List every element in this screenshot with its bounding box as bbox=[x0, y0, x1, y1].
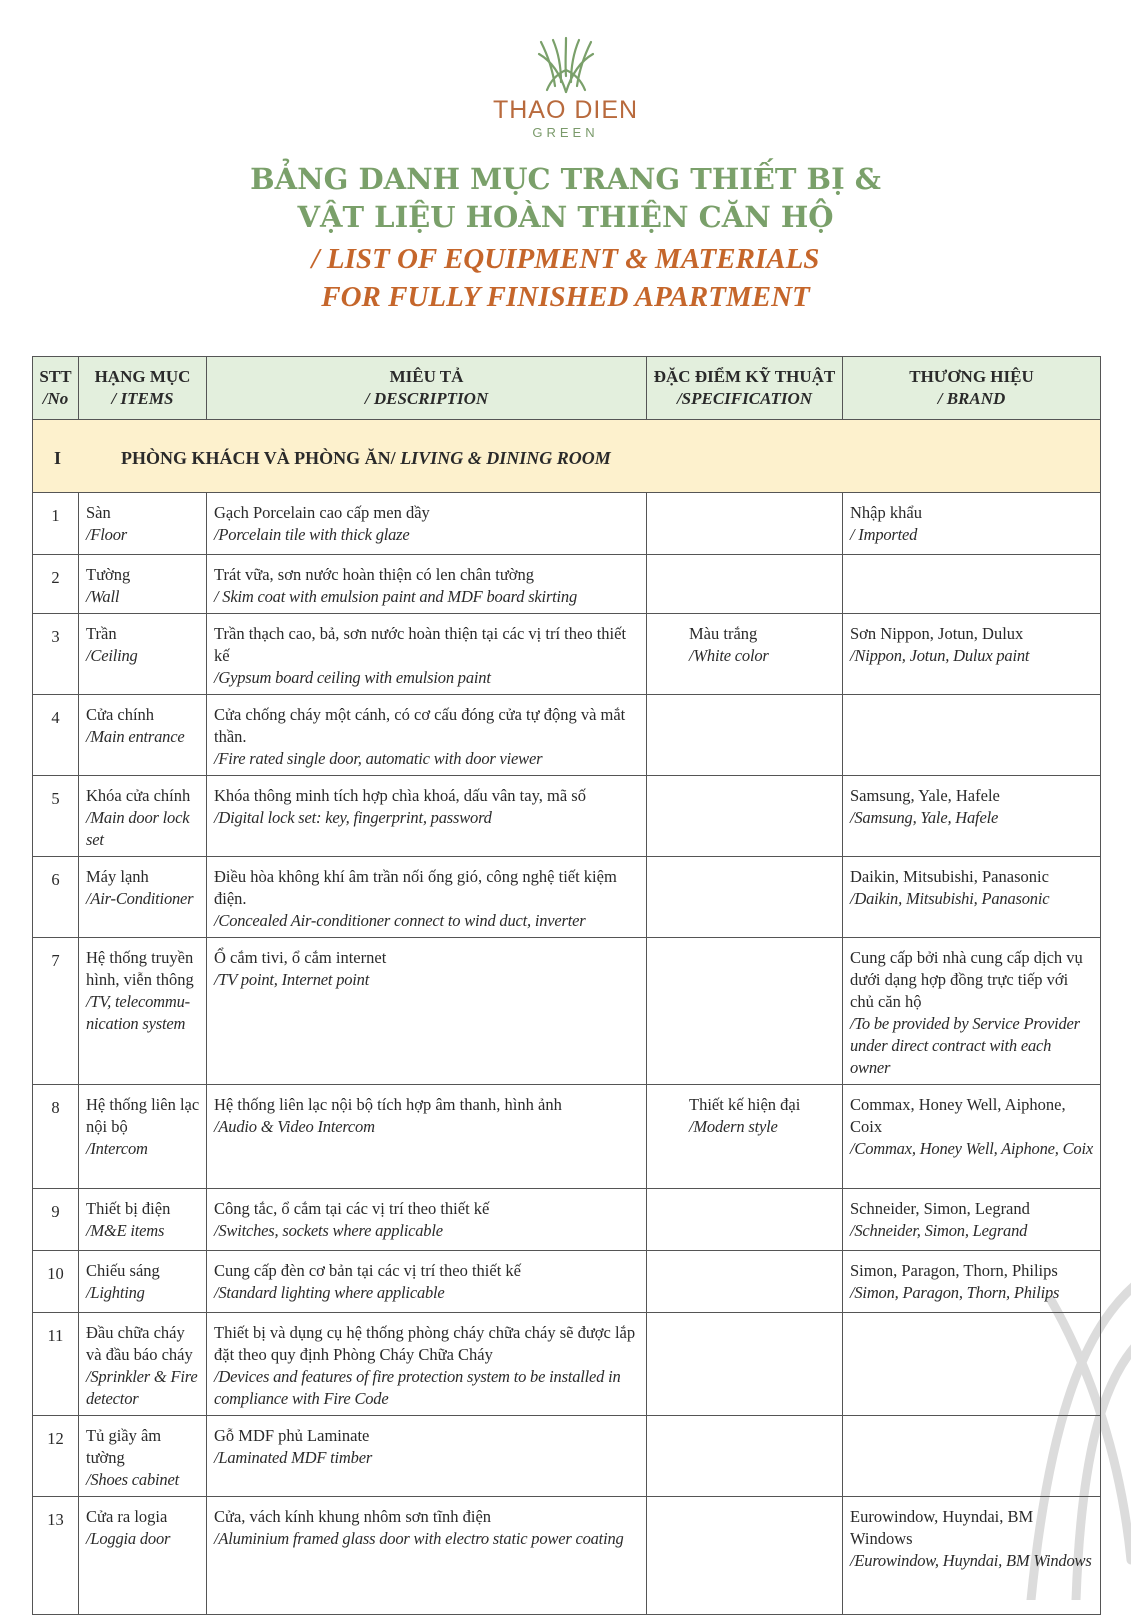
description-cell: Trần thạch cao, bả, sơn nước hoàn thiện tại các vị trí theo thiết kế /Gypsum board ceiling with emulsion paint bbox=[207, 614, 647, 695]
description-cell: Trát vữa, sơn nước hoàn thiện có len chân tường / Skim coat with emulsion paint and MDF board skirting bbox=[207, 555, 647, 614]
brand-logo bbox=[0, 36, 1131, 140]
item-cell: Cửa chính /Main entrance bbox=[79, 695, 207, 776]
table-row bbox=[33, 1497, 1101, 1615]
table-header-row bbox=[33, 357, 1101, 420]
header-specification: ĐẶC ĐIỂM KỸ THUẬT /SPECIFICATION bbox=[647, 357, 843, 420]
brand-cell bbox=[843, 1416, 1101, 1497]
item-cell: Chiếu sáng /Lighting bbox=[79, 1251, 207, 1313]
table-row bbox=[33, 493, 1101, 555]
table-row bbox=[33, 1416, 1101, 1497]
row-number: 3 bbox=[33, 614, 79, 695]
item-cell: Khóa cửa chính /Main door lock set bbox=[79, 776, 207, 857]
brand-cell: Cung cấp bởi nhà cung cấp dịch vụ dưới dạng hợp đồng trực tiếp với chủ căn hộ /To be provided by Service Provider under direct contract with each owner bbox=[843, 938, 1101, 1085]
item-cell: Đầu chữa cháy và đầu báo cháy /Sprinkler & Fire detector bbox=[79, 1313, 207, 1416]
table-row bbox=[33, 1251, 1101, 1313]
table-row bbox=[33, 776, 1101, 857]
section-title: I PHÒNG KHÁCH VÀ PHÒNG ĂN/ LIVING & DINING ROOM bbox=[33, 420, 1101, 493]
header-description: MIÊU TẢ / DESCRIPTION bbox=[207, 357, 647, 420]
row-number: 5 bbox=[33, 776, 79, 857]
specification-cell bbox=[647, 1497, 843, 1615]
title-vi-line2: VẬT LIỆU HOÀN THIỆN CĂN HỘ bbox=[297, 200, 834, 234]
section-row bbox=[33, 420, 1101, 493]
description-cell: Cửa chống cháy một cánh, có cơ cấu đóng cửa tự động và mắt thần. /Fire rated single door, automatic with door viewer bbox=[207, 695, 647, 776]
description-cell: Công tắc, ổ cắm tại các vị trí theo thiết kế /Switches, sockets where applicable bbox=[207, 1189, 647, 1251]
specification-cell bbox=[647, 493, 843, 555]
header-no: STT /No bbox=[33, 357, 79, 420]
specification-cell: Thiết kế hiện đại /Modern style bbox=[647, 1085, 843, 1189]
description-cell: Hệ thống liên lạc nội bộ tích hợp âm thanh, hình ảnh /Audio & Video Intercom bbox=[207, 1085, 647, 1189]
specification-cell bbox=[647, 857, 843, 938]
specification-cell bbox=[647, 1416, 843, 1497]
row-number: 8 bbox=[33, 1085, 79, 1189]
row-number: 6 bbox=[33, 857, 79, 938]
equipment-table bbox=[32, 356, 1101, 1615]
table-row bbox=[33, 857, 1101, 938]
item-cell: Hệ thống truyền hình, viễn thông /TV, telecommu-nication system bbox=[79, 938, 207, 1085]
specification-cell bbox=[647, 776, 843, 857]
specification-cell bbox=[647, 695, 843, 776]
table-row bbox=[33, 695, 1101, 776]
description-cell: Điều hòa không khí âm trần nối ống gió, công nghệ tiết kiệm điện. /Concealed Air-conditioner connect to wind duct, inverter bbox=[207, 857, 647, 938]
row-number: 7 bbox=[33, 938, 79, 1085]
specification-cell bbox=[647, 1313, 843, 1416]
leaf-logo-icon bbox=[531, 36, 601, 94]
brand-cell: Daikin, Mitsubishi, Panasonic /Daikin, Mitsubishi, Panasonic bbox=[843, 857, 1101, 938]
row-number: 9 bbox=[33, 1189, 79, 1251]
description-cell: Gỗ MDF phủ Laminate /Laminated MDF timber bbox=[207, 1416, 647, 1497]
item-cell: Cửa ra logia /Loggia door bbox=[79, 1497, 207, 1615]
row-number: 10 bbox=[33, 1251, 79, 1313]
table-row bbox=[33, 938, 1101, 1085]
row-number: 2 bbox=[33, 555, 79, 614]
row-number: 11 bbox=[33, 1313, 79, 1416]
item-cell: Tủ giầy âm tường /Shoes cabinet bbox=[79, 1416, 207, 1497]
description-cell: Gạch Porcelain cao cấp men dầy /Porcelain tile with thick glaze bbox=[207, 493, 647, 555]
brand-cell: Schneider, Simon, Legrand /Schneider, Simon, Legrand bbox=[843, 1189, 1101, 1251]
specification-cell bbox=[647, 555, 843, 614]
brand-subtitle: GREEN bbox=[532, 125, 599, 140]
brand-cell: Commax, Honey Well, Aiphone, Coix /Commax, Honey Well, Aiphone, Coix bbox=[843, 1085, 1101, 1189]
item-cell: Máy lạnh /Air-Conditioner bbox=[79, 857, 207, 938]
specification-cell bbox=[647, 1251, 843, 1313]
table-row bbox=[33, 1085, 1101, 1189]
item-cell: Trần /Ceiling bbox=[79, 614, 207, 695]
row-number: 1 bbox=[33, 493, 79, 555]
brand-cell bbox=[843, 695, 1101, 776]
header-brand: THƯƠNG HIỆU / BRAND bbox=[843, 357, 1101, 420]
brand-name: THAO DIEN bbox=[492, 96, 639, 124]
title-vi-line1: BẢNG DANH MỤC TRANG THIẾT BỊ & bbox=[250, 162, 881, 196]
brand-cell: Eurowindow, Huyndai, BM Windows /Eurowindow, Huyndai, BM Windows bbox=[843, 1497, 1101, 1615]
specification-cell bbox=[647, 1189, 843, 1251]
title-en-line2: FOR FULLY FINISHED APARTMENT bbox=[321, 281, 810, 313]
description-cell: Khóa thông minh tích hợp chìa khoá, dấu vân tay, mã số /Digital lock set: key, fingerprint, password bbox=[207, 776, 647, 857]
specification-cell bbox=[647, 938, 843, 1085]
brand-cell: Nhập khẩu / Imported bbox=[843, 493, 1101, 555]
row-number: 12 bbox=[33, 1416, 79, 1497]
row-number: 13 bbox=[33, 1497, 79, 1615]
title-en-line1: / LIST OF EQUIPMENT & MATERIALS bbox=[311, 243, 820, 275]
table-row bbox=[33, 555, 1101, 614]
brand-cell: Sơn Nippon, Jotun, Dulux /Nippon, Jotun, Dulux paint bbox=[843, 614, 1101, 695]
item-cell: Hệ thống liên lạc nội bộ /Intercom bbox=[79, 1085, 207, 1189]
table-row bbox=[33, 1313, 1101, 1416]
brand-cell bbox=[843, 555, 1101, 614]
brand-cell: Samsung, Yale, Hafele /Samsung, Yale, Hafele bbox=[843, 776, 1101, 857]
brand-cell bbox=[843, 1313, 1101, 1416]
item-cell: Tường /Wall bbox=[79, 555, 207, 614]
description-cell: Ổ cắm tivi, ổ cắm internet /TV point, Internet point bbox=[207, 938, 647, 1085]
description-cell: Thiết bị và dụng cụ hệ thống phòng cháy chữa cháy sẽ được lắp đặt theo quy định Phòng Cháy Chữa Cháy /Devices and features of fire protection system to be installed in compliance with Fire Code bbox=[207, 1313, 647, 1416]
item-cell: Sàn /Floor bbox=[79, 493, 207, 555]
item-cell: Thiết bị điện /M&E items bbox=[79, 1189, 207, 1251]
description-cell: Cung cấp đèn cơ bản tại các vị trí theo thiết kế /Standard lighting where applicable bbox=[207, 1251, 647, 1313]
header-items: HẠNG MỤC / ITEMS bbox=[79, 357, 207, 420]
row-number: 4 bbox=[33, 695, 79, 776]
specification-cell: Màu trắng /White color bbox=[647, 614, 843, 695]
table-row bbox=[33, 1189, 1101, 1251]
brand-cell: Simon, Paragon, Thorn, Philips /Simon, Paragon, Thorn, Philips bbox=[843, 1251, 1101, 1313]
description-cell: Cửa, vách kính khung nhôm sơn tĩnh điện /Aluminium framed glass door with electro static power coating bbox=[207, 1497, 647, 1615]
table-row bbox=[33, 614, 1101, 695]
